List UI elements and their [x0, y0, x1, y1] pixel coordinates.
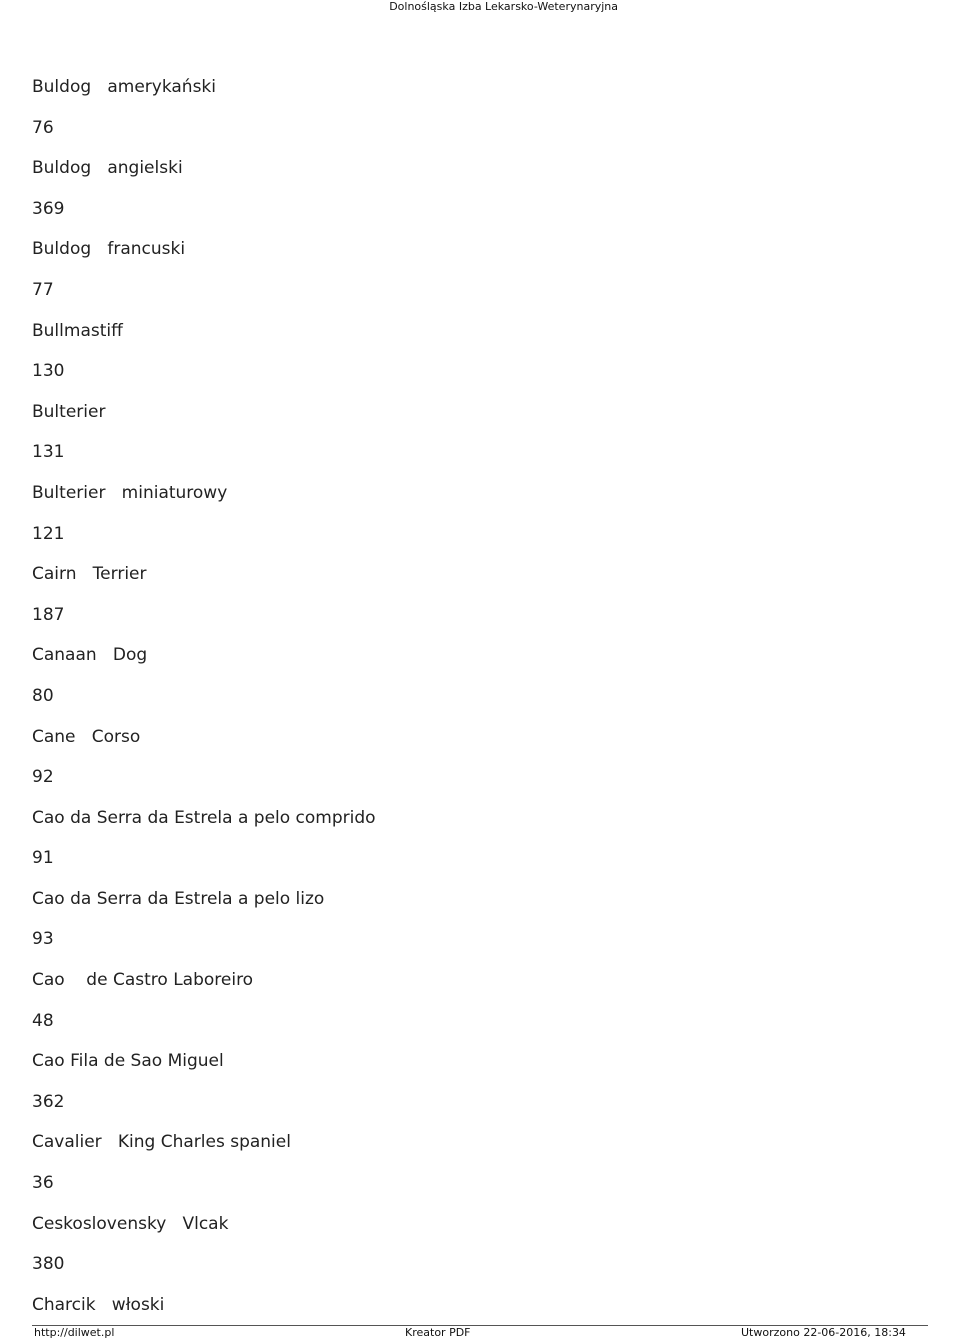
list-item: 187 [32, 604, 65, 625]
footer-created-date: Utworzono 22-06-2016, 18:34 [741, 1326, 906, 1339]
footer-generator: Kreator PDF [405, 1326, 471, 1339]
list-item: 91 [32, 848, 54, 869]
list-item: Ceskoslovensky Vlcak [32, 1213, 229, 1234]
list-item: Cao Fila de Sao Miguel [32, 1051, 224, 1072]
list-item: 80 [32, 685, 54, 706]
list-item: Bulterier [32, 401, 106, 422]
list-item: Charcik włoski [32, 1294, 165, 1315]
list-item: 48 [32, 1010, 54, 1031]
list-item: Bulterier miniaturowy [32, 482, 228, 503]
list-item: Cao da Serra da Estrela a pelo lizo [32, 888, 325, 909]
list-item: 380 [32, 1254, 65, 1275]
list-item: 36 [32, 1173, 54, 1194]
list-item: Cane Corso [32, 726, 141, 747]
list-item: Cavalier King Charles spaniel [32, 1132, 291, 1153]
list-item: Buldog amerykański [32, 77, 217, 97]
list-item: 121 [32, 523, 65, 544]
list-item: Bullmastiff [32, 320, 123, 341]
list-item: 362 [32, 1091, 65, 1112]
list-item: 369 [32, 198, 65, 219]
list-item: 76 [32, 117, 54, 138]
list-item: 92 [32, 767, 54, 788]
list-item: 130 [32, 361, 65, 382]
list-item: 93 [32, 929, 54, 950]
list-item: Cairn Terrier [32, 564, 147, 585]
list-item: Cao de Castro Laboreiro [32, 970, 254, 991]
page-header-title: Dolnośląska Izba Lekarsko-Weterynaryjna [389, 0, 618, 13]
breed-list [32, 75, 912, 1333]
list-item: Canaan Dog [32, 645, 148, 666]
list-item: Buldog francuski [32, 239, 186, 260]
list-item: 131 [32, 442, 65, 463]
footer-url-link[interactable]: http://dilwet.pl [34, 1326, 115, 1339]
list-item: 77 [32, 279, 54, 300]
list-item: Buldog angielski [32, 158, 183, 179]
list-item: Cao da Serra da Estrela a pelo comprido [32, 807, 376, 828]
